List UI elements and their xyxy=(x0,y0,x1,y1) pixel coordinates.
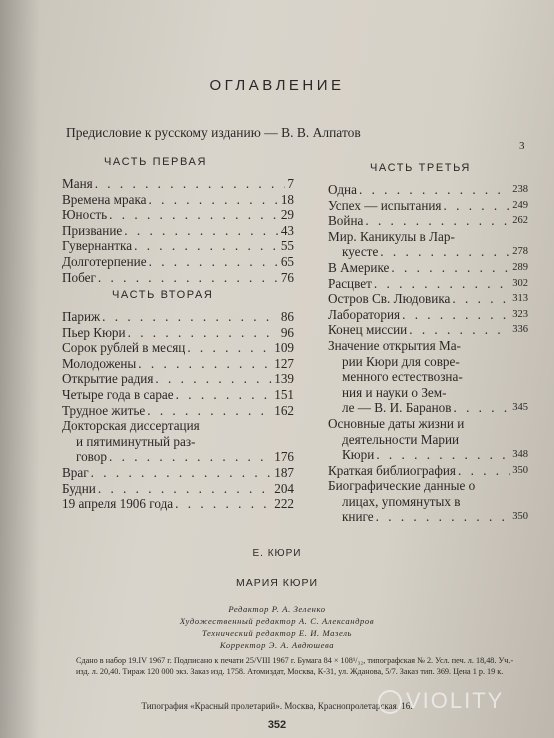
part-three-list xyxy=(328,182,528,525)
toc-entry: Париж . . . 86 xyxy=(62,309,294,325)
imprint-tech-editor: Технический редактор Е. И. Мазель xyxy=(201,628,353,638)
toc-entry: Лаборатория . . . 323 xyxy=(328,307,528,323)
imprint-publication-data: Сдано в набор 19.IV 1967 г. Подписано к печати 25/VIII 1967 г. Бумага 84 × 108¹/₃₂, типографская № 2. Усл. печ. л. 18,48. Уч.-изд. л. 20,40. Тираж 120 000 экз. Заказ изд. 1758. Атомиздат, Москва, К-31, ул. Жданова, 5/7. Заказ тип. 369. Цена 1 р. 19 к. xyxy=(76,656,514,676)
toc-entry: Побег . . . 76 xyxy=(62,270,294,286)
toc-entry: Остров Св. Людовика . . . 313 xyxy=(328,291,528,307)
toc-entry: Гувернантка . . . 55 xyxy=(62,238,294,254)
imprint-book-title: МАРИЯ КЮРИ xyxy=(235,577,319,589)
toc-entry: Долготерпение . . . 65 xyxy=(62,254,294,270)
toc-entry: Времена мрака . . . 18 xyxy=(62,192,294,208)
imprint-editor: Редактор Р. А. Зеленко xyxy=(228,604,326,614)
toc-entry: Конец миссии . . . 336 xyxy=(328,322,528,338)
imprint-printing-house: Типография «Красный пролетарий». Москва, Краснопролетарская, 16. xyxy=(141,701,413,711)
part-three-heading: ЧАСТЬ ТРЕТЬЯ xyxy=(370,162,471,174)
imprint-art-editor: Художественный редактор А. С. Александров xyxy=(179,616,375,626)
toc-entry: Одна . . . 238 xyxy=(328,182,528,198)
preface-entry: Предисловие к русскому изданию — В. В. Алпатов xyxy=(66,125,361,140)
toc-entry: Призвание . . . 43 xyxy=(62,223,294,239)
part-two-list xyxy=(62,309,294,512)
toc-entry-multiline: Мир. Каникулы в Лар- куесте . . . 278 xyxy=(328,229,528,260)
part-one-heading: ЧАСТЬ ПЕРВАЯ xyxy=(104,156,208,168)
toc-entry: 19 апреля 1906 года . . . 222 xyxy=(62,496,294,512)
toc-entry-multiline: Значение открытия Ма- рии Кюри для совре- менного естествозна- ния и науки о Зем- ле — В. И. Баранов . . . 345 xyxy=(328,338,528,416)
toc-entry: Юность . . . 29 xyxy=(62,207,294,223)
toc-entry: В Америке . . . 289 xyxy=(328,260,528,276)
part-two-heading: ЧАСТЬ ВТОРАЯ xyxy=(112,289,214,301)
toc-entry: Война . . . 262 xyxy=(328,213,528,229)
toc-entry: Сорок рублей в месяц . . . 109 xyxy=(62,340,294,356)
part-one-list xyxy=(62,176,294,285)
page-number: 352 xyxy=(267,719,287,731)
preface-page-number: 3 xyxy=(519,140,525,152)
toc-entry: Успех — испытания . . . 249 xyxy=(328,198,528,214)
toc-entry: Враг . . . 187 xyxy=(62,465,294,481)
toc-entry: Будни . . . 204 xyxy=(62,481,294,497)
toc-entry-multiline: Биографические данные о лицах, упомянутых в книге . . . 350 xyxy=(328,478,528,525)
toc-entry: Четыре года в сарае . . . 151 xyxy=(62,387,294,403)
imprint-corrector: Корректор Э. А. Авдюшева xyxy=(219,640,335,650)
toc-entry: Маня . . . 7 xyxy=(62,176,294,192)
toc-entry: Пьер Кюри . . . 96 xyxy=(62,325,294,341)
page-title: ОГЛАВЛЕНИЕ xyxy=(209,77,345,94)
toc-entry: Краткая библиография . . . 350 xyxy=(328,463,528,479)
toc-entry: Расцвет . . . 302 xyxy=(328,276,528,292)
toc-entry: Трудное житье . . . 162 xyxy=(62,403,294,419)
watermark-logo-icon xyxy=(378,690,402,714)
violity-watermark: VIOLITY xyxy=(378,688,504,714)
toc-entry: Молодожены . . . 127 xyxy=(62,356,294,372)
toc-entry-multiline: Докторская диссертация и пятиминутный раз- говор . . . 176 xyxy=(62,418,294,465)
toc-entry-multiline: Основные даты жизни и деятельности Марии Кюри . . . 348 xyxy=(328,416,528,463)
imprint-author: Е. КЮРИ xyxy=(252,548,302,559)
toc-entry: Открытие радия . . . 139 xyxy=(62,371,294,387)
